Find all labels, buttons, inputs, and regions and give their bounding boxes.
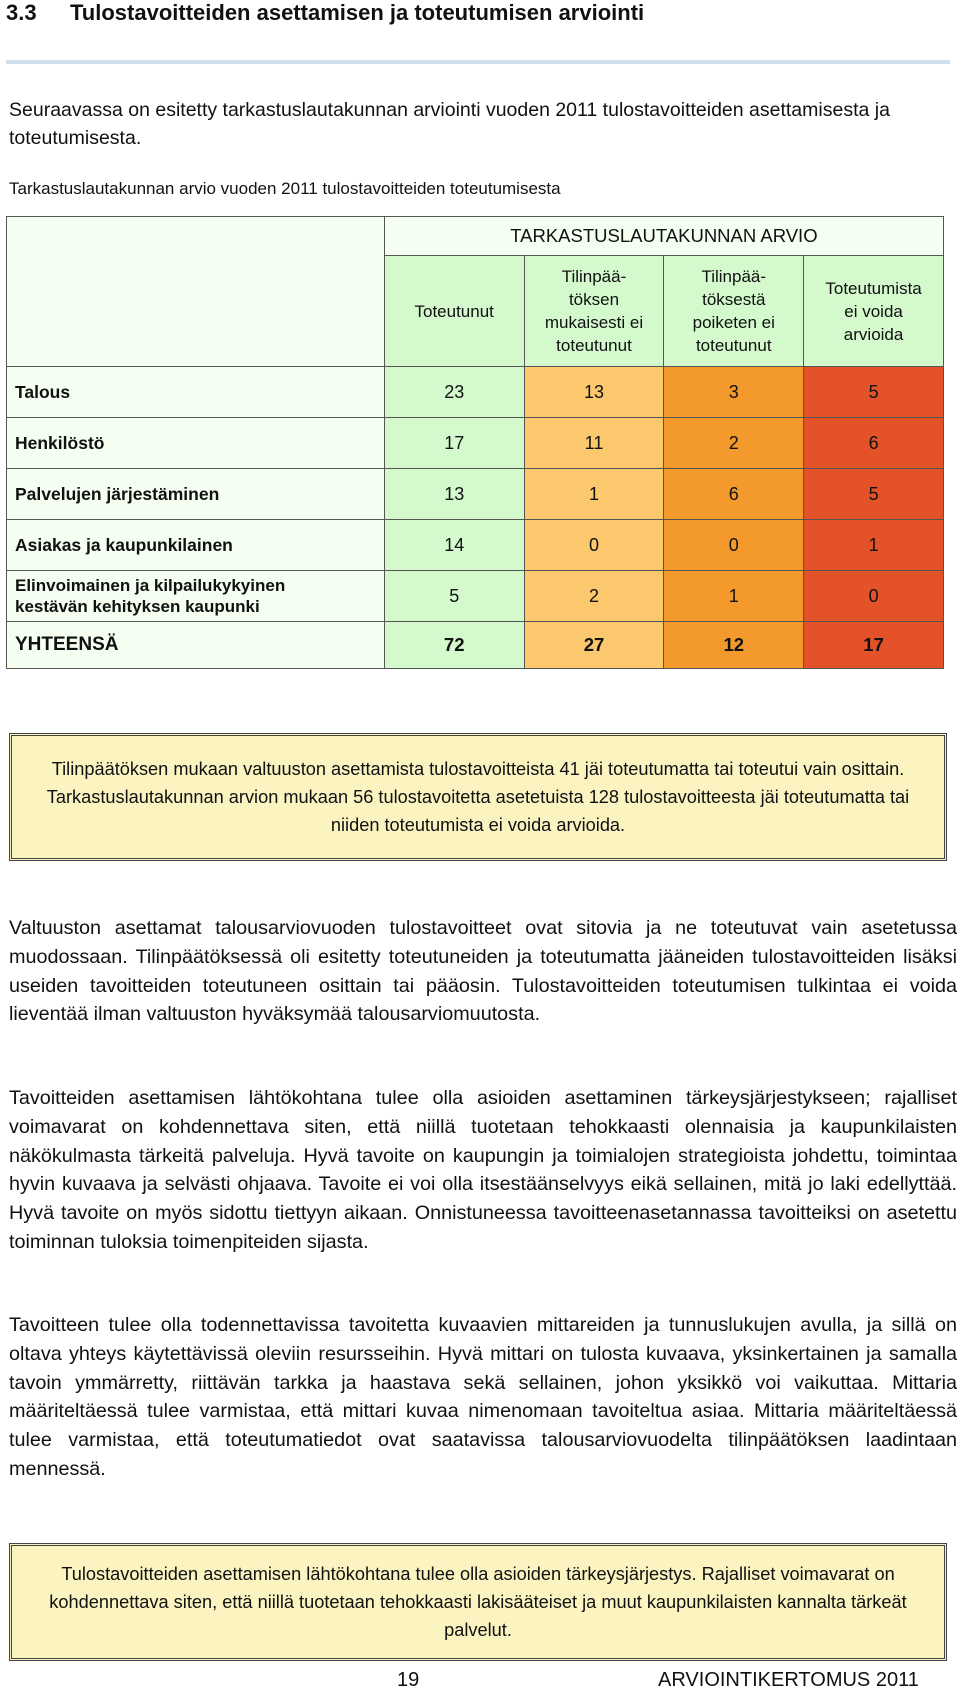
- conclusion-box: [9, 1543, 947, 1661]
- total-label: YHTEENSÄ: [7, 622, 385, 669]
- value-cell: 14: [384, 520, 524, 571]
- section-title: Tulostavoitteiden asettamisen ja toteutumisen arviointi: [70, 0, 645, 25]
- row-label: Henkilöstö: [7, 418, 385, 469]
- table-row: [7, 571, 944, 622]
- document-title: ARVIOINTIKERTOMUS 2011: [658, 1669, 919, 1691]
- value-cell: 0: [804, 571, 944, 622]
- paragraph: Valtuuston asettamat talousarviovuoden tulostavoitteet ovat sitovia ja ne toteutuvat vain asetetussa muodossaan. Tilinpäätöksessä oli esitetty toteutuneiden ja toteutumatta jääneiden tulostavoitteiden lisäksi useiden tavoitteiden toteutuneen osittain tai pääosin. Tulostavoitteiden toteutumisen tulkintaa ei voida lieventää ilman valtuuston hyväksymää talousarviomuutosta.: [9, 917, 957, 1026]
- value-cell: 13: [384, 469, 524, 520]
- value-cell: 2: [664, 418, 804, 469]
- conclusion-text: Tulostavoitteiden asettamisen lähtökohtana tulee olla asioiden tärkeysjärjestys. Rajalliset voimavarat on kohdennettava siten, että niillä tuotetaan tehokkaasti lakisääteiset ja muut kaupunkilaisten kannalta tärkeät palvelut.: [49, 1564, 907, 1640]
- value-cell: 1: [804, 520, 944, 571]
- row-label: Asiakas ja kaupunkilainen: [7, 520, 385, 571]
- header-blank-cell: [7, 217, 385, 367]
- table-row: [7, 520, 944, 571]
- value-cell: 5: [804, 367, 944, 418]
- value-cell: 1: [664, 571, 804, 622]
- value-cell: 0: [664, 520, 804, 571]
- group-header: TARKASTUSLAUTAKUNNAN ARVIO: [384, 217, 943, 256]
- table-row: [7, 367, 944, 418]
- value-cell: 11: [524, 418, 664, 469]
- page-number: 19: [397, 1669, 420, 1691]
- row-label: [7, 571, 385, 622]
- row-label-text: Elinvoimainen ja kilpailukykyinen kestävän kehityksen kaupunki: [15, 576, 286, 616]
- total-cell: 72: [384, 622, 524, 669]
- value-cell: 23: [384, 367, 524, 418]
- value-cell: 17: [384, 418, 524, 469]
- col-header-toteutunut: Toteutunut: [384, 256, 524, 367]
- section-number: 3.3: [6, 0, 37, 25]
- paragraph: Tavoitteen tulee olla todennettavissa tavoitetta kuvaavien mittareiden ja tunnuslukujen avulla, ja sillä on oltava yhteys käytettävissä oleviin resursseihin. Hyvä mittari on tulosta kuvaava, yksinkertainen ja samalla tavoin ymmärretty, riittävän tarkka ja haastava sekä sellainen, johon yksikkö voi vaikuttaa. Mittaria määriteltäessä tulee varmistaa, että mittari kuvaa nimenomaan tavoiteltua asiaa. Mittaria määriteltäessä tulee varmistaa, että toteutumatiedot ovat saatavissa talousarviovuodelta tilinpäätöksen laadintaan mennessä.: [9, 1314, 957, 1480]
- value-cell: 6: [804, 418, 944, 469]
- value-cell: 5: [804, 469, 944, 520]
- value-cell: 13: [524, 367, 664, 418]
- total-row: [7, 622, 944, 669]
- heading-rule: [6, 60, 950, 64]
- col-header-tp-mukaisesti: Tilinpää- töksen mukaisesti ei toteutunut: [524, 256, 664, 367]
- row-label: Talous: [7, 367, 385, 418]
- evaluation-table: [6, 216, 944, 669]
- table-caption: Tarkastuslautakunnan arvio vuoden 2011 tulostavoitteiden toteutumisesta: [9, 179, 561, 198]
- section-heading: [6, 0, 644, 26]
- col-header-ei-arvioida: Toteutumista ei voida arvioida: [804, 256, 944, 367]
- value-cell: 0: [524, 520, 664, 571]
- table-row: [7, 418, 944, 469]
- value-cell: 3: [664, 367, 804, 418]
- paragraph: Tavoitteiden asettamisen lähtökohtana tulee olla asioiden asettaminen tärkeysjärjestykseen; rajalliset voimavarat on kohdennettava siten, että niillä tuotetaan tehokkaasti olennaisia ja kaupunkilaisten näkökulmasta tärkeitä palveluja. Hyvä tavoite on kaupungin ja toimialojen strategioista johdettu, toimintaa hyvin kuvaava ja selvästi ohjaava. Tavoite ei voi olla itsestäänselvyys eikä sellainen, mitä jo laki edellyttää. Hyvä tavoite on myös sidottu tiettyyn aikaan. Onnistuneessa tavoitteenasetannassa tavoitteiksi on asetettu toiminnan tuloksia toimenpiteiden sijasta.: [9, 1087, 957, 1253]
- value-cell: 2: [524, 571, 664, 622]
- total-cell: 27: [524, 622, 664, 669]
- total-cell: 12: [664, 622, 804, 669]
- summary-text: Tilinpäätöksen mukaan valtuuston asettamista tulostavoitteista 41 jäi toteutumatta tai toteutui vain osittain. Tarkastuslautakunnan arvion mukaan 56 tulostavoitetta asetetuista 128 tulostavoitteesta jäi toteutumatta tai niiden toteutumista ei voida arvioida.: [46, 759, 910, 835]
- value-cell: 5: [384, 571, 524, 622]
- value-cell: 6: [664, 469, 804, 520]
- summary-box: [9, 733, 947, 861]
- value-cell: 1: [524, 469, 664, 520]
- table-row: [7, 469, 944, 520]
- total-cell: 17: [804, 622, 944, 669]
- intro-text: Seuraavassa on esitetty tarkastuslautakunnan arviointi vuoden 2011 tulostavoitteiden asettamisesta ja toteutumisesta.: [9, 99, 890, 149]
- col-header-tp-poiketen: Tilinpää- töksestä poiketen ei toteutunut: [664, 256, 804, 367]
- row-label: Palvelujen järjestäminen: [7, 469, 385, 520]
